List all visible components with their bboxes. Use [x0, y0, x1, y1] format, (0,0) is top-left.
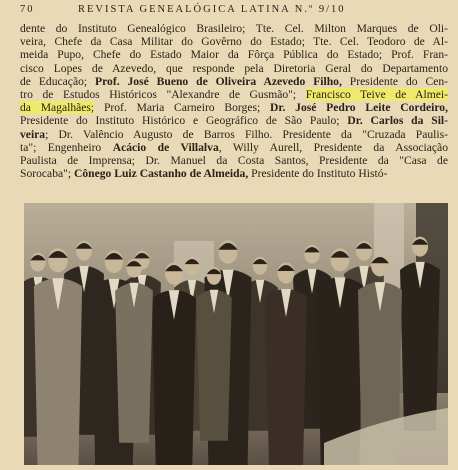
text-line — [20, 128, 448, 141]
text-line — [20, 35, 448, 48]
bold-name: Prof. José Bueno de Oliveira Azevedo Filho, — [95, 74, 342, 88]
text-run: veira, Chefe da Casa Militar do Govêrno do Estado; Tte. Cel. Teodoro de Al- — [20, 35, 448, 49]
bold-name: veira — [20, 127, 46, 141]
text-line — [20, 48, 448, 61]
text-line — [20, 114, 448, 127]
text-run: Sorocaba"; — [20, 167, 74, 181]
text-line — [20, 75, 448, 88]
text-run: meida Pupo, Chefe do Estado Maior da Fôrça Pública do Estado; Prof. Fran- — [20, 48, 448, 62]
text-line — [20, 62, 448, 75]
text-line — [20, 88, 448, 101]
text-run: Presidente do Cen- — [341, 74, 448, 88]
text-run: Presidente do Instituto Histó- — [248, 167, 388, 181]
group-photo — [24, 203, 448, 465]
page-number: 70 — [20, 4, 35, 15]
article-paragraph — [20, 22, 448, 180]
text-run: de Educação; — [20, 74, 96, 88]
bold-name: Acácio de Villalva — [112, 140, 219, 154]
text-run: Paulista de Imprensa; Dr. Manuel da Costa Santos, Presidente da "Casa de — [20, 153, 448, 167]
text-line — [20, 141, 448, 154]
highlighted-text: Francisco Teive de Almei- — [305, 87, 448, 101]
text-run: cisco Lopes de Azevedo, que responde pela Diretoria Geral do Departamento — [20, 61, 448, 75]
page-header — [20, 4, 444, 20]
text-run: ; Dr. Valêncio Augusto de Barros Filho. Presidente da "Cruzada Paulis- — [45, 127, 448, 141]
group-photo-icon — [24, 203, 448, 465]
text-run: tro de Estudos Históricos "Alexandre de Gusmão"; — [20, 87, 306, 101]
bold-name: Dr. José Pedro Leite Cordeiro, — [270, 101, 448, 115]
text-run: Prof. Maria Carneiro Borges; — [94, 101, 271, 115]
text-run: Presidente do Instituto Histórico e Geográfico de São Paulo; — [20, 114, 348, 128]
highlighted-text: da Magalhães; — [20, 101, 95, 115]
running-head: REVISTA GENEALÓGICA LATINA N.º 9/10 — [78, 4, 346, 15]
text-line — [20, 22, 448, 35]
text-run: dente do Instituto Genealógico Brasileiro; Tte. Cel. Milton Marques de Oli- — [20, 22, 448, 35]
text-line — [20, 167, 448, 180]
text-line — [20, 101, 448, 114]
text-line — [20, 154, 448, 167]
bold-name: Cônego Luiz Castanho de Almeida, — [74, 167, 249, 181]
bold-name: Dr. Carlos da Sil- — [347, 114, 448, 128]
text-run: , Willy Aurell, Presidente da Associação — [218, 140, 448, 154]
text-run: ta"; Engenheiro — [20, 140, 113, 154]
